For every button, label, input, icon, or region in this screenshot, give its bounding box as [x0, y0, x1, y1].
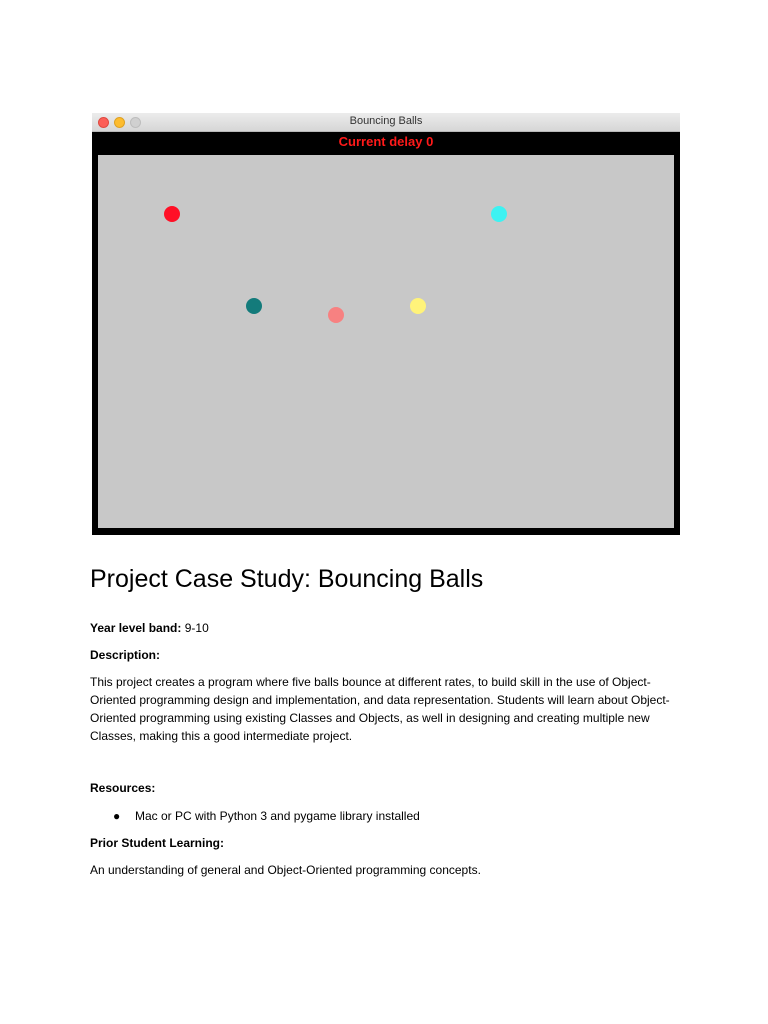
prior-learning-heading: Prior Student Learning:	[90, 836, 225, 850]
resources-item-text: Mac or PC with Python 3 and pygame library installed	[135, 809, 420, 823]
bouncing-balls-window	[92, 113, 680, 535]
ball-teal	[246, 298, 262, 314]
prior-learning-body: An understanding of general and Object-Oriented programming concepts.	[90, 863, 481, 877]
ball-pink	[328, 307, 344, 323]
year-level-label: Year level band:	[90, 621, 182, 635]
description-heading: Description:	[90, 648, 161, 662]
current-delay-text: Current delay 0	[338, 134, 434, 149]
resources-heading: Resources:	[90, 781, 156, 795]
ball-red	[164, 206, 180, 222]
description-body: This project creates a program where five balls bounce at different rates, to build skill in the use of Object-Oriented programming design and implementation, and data representation. Students will learn about Object-Oriented programming using existing Classes and Objects, as well in designing and creating multiple new Classes, making this a good intermediate project.	[90, 675, 670, 743]
year-level-row	[90, 619, 209, 637]
page-title: Project Case Study: Bouncing Balls	[90, 565, 484, 593]
game-canvas	[98, 155, 674, 528]
resources-list-item	[113, 807, 420, 825]
window-title: Bouncing Balls	[349, 115, 423, 127]
bullet-icon: ●	[113, 809, 121, 823]
year-level-value: 9-10	[184, 621, 209, 635]
ball-yellow	[410, 298, 426, 314]
window-titlebar[interactable]	[92, 113, 680, 132]
ball-cyan	[491, 206, 507, 222]
